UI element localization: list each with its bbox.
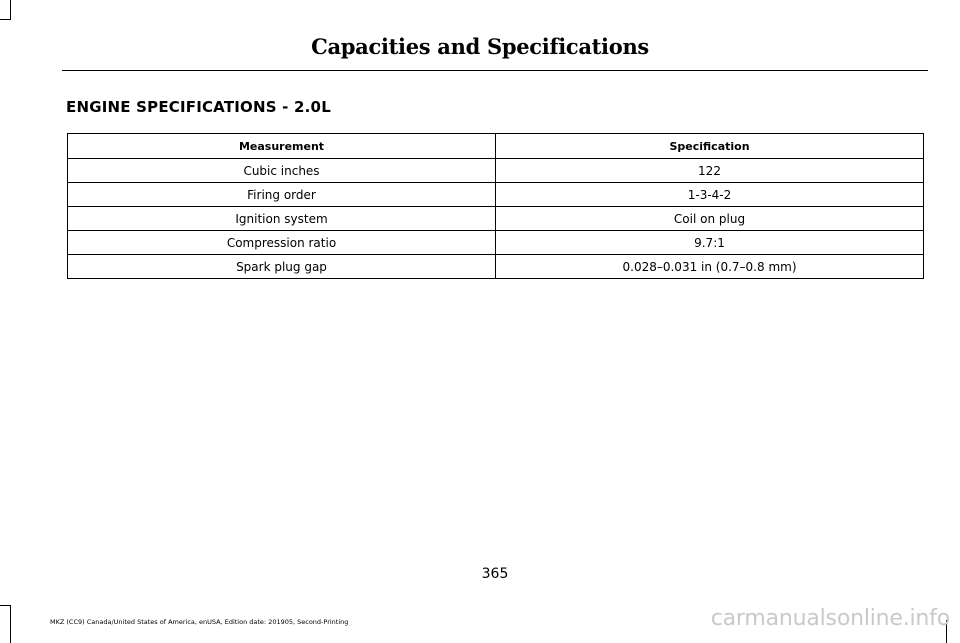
watermark-link[interactable]: carmanualsonline.info <box>710 606 950 631</box>
column-header-specification: Specification <box>496 134 924 159</box>
edition-footer: MKZ (CC9) Canada/United States of America, enUSA, Edition date: 201905, Second-Printing <box>50 618 349 626</box>
table-row <box>68 231 924 255</box>
crop-mark-bottom-left-vertical <box>10 605 11 643</box>
measurement-cell: Firing order <box>68 183 496 207</box>
table-row <box>68 183 924 207</box>
page-number: 365 <box>481 566 509 582</box>
table-row <box>68 207 924 231</box>
specification-cell: Coil on plug <box>496 207 924 231</box>
specification-cell: 1-3-4-2 <box>496 183 924 207</box>
measurement-cell: Ignition system <box>68 207 496 231</box>
page-title: Capacities and Specifications <box>311 34 649 59</box>
measurement-cell: Spark plug gap <box>68 255 496 279</box>
column-header-measurement: Measurement <box>68 134 496 159</box>
section-heading: ENGINE SPECIFICATIONS - 2.0L <box>66 98 331 116</box>
measurement-cell: Compression ratio <box>68 231 496 255</box>
crop-mark-top-left-horizontal <box>0 19 11 20</box>
table-row <box>68 255 924 279</box>
engine-specifications-table <box>67 133 924 279</box>
measurement-cell: Cubic inches <box>68 159 496 183</box>
specification-cell: 122 <box>496 159 924 183</box>
specification-cell: 9.7:1 <box>496 231 924 255</box>
header-divider <box>62 70 928 71</box>
specification-cell: 0.028–0.031 in (0.7–0.8 mm) <box>496 255 924 279</box>
table-row <box>68 159 924 183</box>
crop-mark-bottom-left-horizontal <box>0 605 11 606</box>
crop-mark-top-left-vertical <box>10 0 11 20</box>
table-header-row <box>68 134 924 159</box>
